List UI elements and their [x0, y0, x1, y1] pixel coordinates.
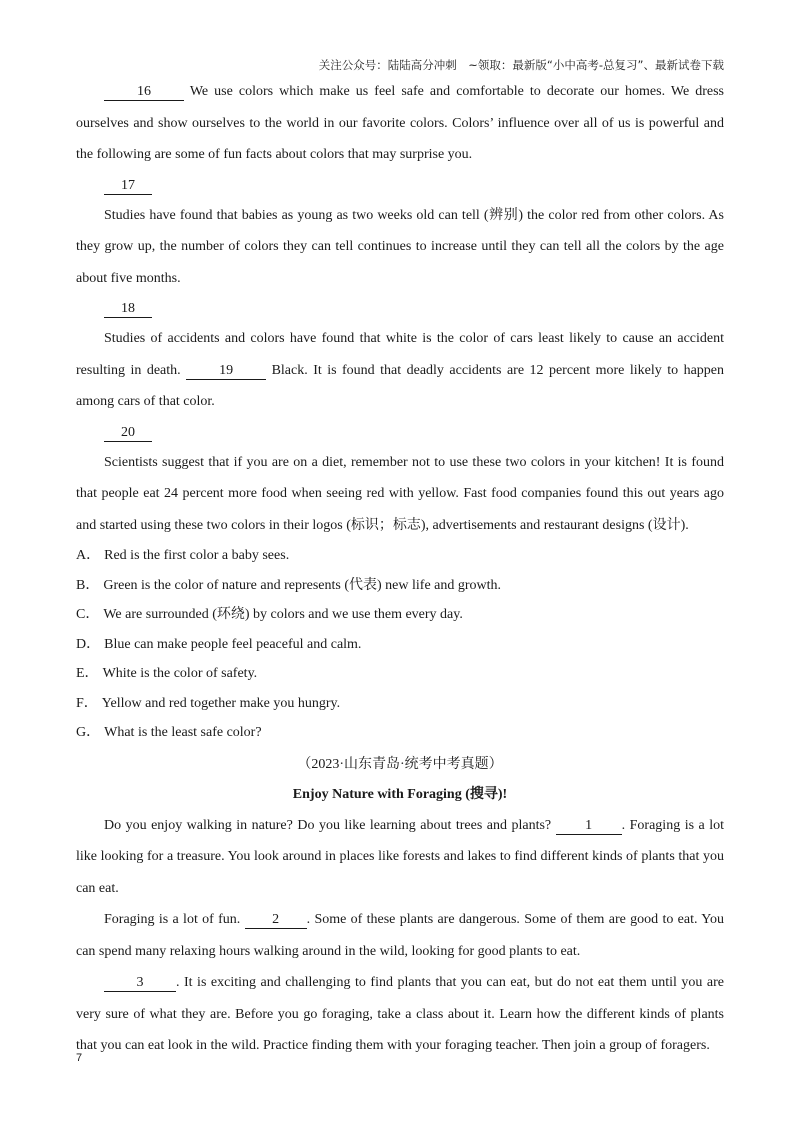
option-a — [76, 541, 724, 571]
answer-blank-17[interactable]: 17 — [104, 178, 152, 195]
option-text: Blue can make people feel peaceful and calm. — [104, 636, 362, 652]
paragraph-18-after: Black. It is found that deadly accidents are 12 percent more likely to happen among cars of that color. — [76, 362, 724, 409]
answer-blank-3[interactable]: 3 — [104, 975, 176, 992]
paragraph-1 — [76, 810, 724, 905]
paragraph-3-after: . It is exciting and challenging to find plants that you can eat, but do not eat them until you are very sure of what they are. Before you go foraging, take a class about it. Learn how the different kinds of plants that you can eat look in the wild. Practice finding them with your foraging teacher. Then join a group of foragers. — [76, 975, 724, 1053]
option-letter: D． — [76, 636, 101, 652]
option-text: What is the least safe color? — [104, 725, 262, 740]
option-g — [76, 718, 724, 748]
blank-line-20 — [76, 418, 724, 447]
answer-blank-16[interactable]: 16 — [104, 84, 184, 101]
paragraph-3 — [76, 967, 724, 1062]
option-text: We are surrounded (环绕) by colors and we use them every day. — [103, 607, 463, 622]
paragraph-18 — [76, 323, 724, 418]
answer-blank-19[interactable]: 19 — [186, 363, 266, 380]
answer-blank-20[interactable]: 20 — [104, 425, 152, 442]
option-text: White is the color of safety. — [102, 666, 258, 681]
option-text: Green is the color of nature and represents (代表) new life and growth. — [103, 577, 502, 593]
option-letter: C． — [76, 607, 100, 622]
answer-blank-18[interactable]: 18 — [104, 301, 152, 318]
paragraph-18-before: Studies of accidents and colors have found that white is the color of cars least likely to cause an accident resulting in death. — [76, 331, 724, 378]
paragraph-16 — [76, 76, 724, 171]
blank-line-18 — [76, 294, 724, 323]
paragraph-2 — [76, 904, 724, 967]
option-c — [76, 600, 724, 630]
page-header: 关注公众号：陆陆高分冲刺 ~领取：最新版“小中高考-总复习”、最新试卷下载 — [318, 58, 724, 72]
option-letter: G． — [76, 725, 101, 740]
option-letter: A． — [76, 548, 101, 563]
paragraph-1-after: . Foraging is a lot like looking for a treasure. You look around in places like forests and lakes to find different kinds of plants that you can eat. — [76, 817, 725, 896]
option-e — [76, 659, 724, 689]
paragraph-2-after: . Some of these plants are dangerous. Some of them are good to eat. You can spend many relaxing hours walking around in the wild, looking for good plants to eat. — [76, 912, 724, 959]
page-number: 7 — [76, 1052, 83, 1064]
paragraph-1-before: Do you enjoy walking in nature? Do you like learning about trees and plants? — [104, 817, 552, 833]
option-letter: E． — [76, 666, 99, 681]
option-d — [76, 630, 724, 660]
option-text: Red is the first color a baby sees. — [104, 548, 290, 563]
passage-title: Enjoy Nature with Foraging (搜寻)! — [292, 786, 508, 802]
paragraph-17: Studies have found that babies as young as two weeks old can tell (辨别) the color red from other colors. As they grow up, the number of colors they can tell continues to increase until they can tell all the colors by the age about five months. — [76, 207, 724, 286]
answer-blank-1[interactable]: 1 — [556, 818, 622, 835]
answer-blank-2[interactable]: 2 — [245, 912, 307, 929]
option-f — [76, 689, 724, 719]
option-letter: F． — [76, 695, 98, 711]
paragraph-20: Scientists suggest that if you are on a diet, remember not to use these two colors in your kitchen! It is found that people eat 24 percent more food when seeing red with yellow. Fast food companies found this out years ago and started using these two colors in their logos (标识；标志), advertisements and restaurant designs (设计). — [76, 454, 724, 533]
blank-line-17 — [76, 171, 724, 200]
exam-source: （2023·山东青岛·统考中考真题） — [297, 756, 503, 772]
options-list — [76, 541, 724, 748]
paragraph-16-text: We use colors which make us feel safe and comfortable to decorate our homes. We dress ourselves and show ourselves to the world in our favorite colors. Colors’ influence over all of us is powerful and the following are some of fun facts about colors that may surprise you. — [76, 84, 724, 162]
option-letter: B． — [76, 577, 100, 593]
option-text: Yellow and red together make you hungry. — [101, 695, 341, 711]
document-body — [76, 76, 724, 1062]
option-b — [76, 571, 724, 601]
paragraph-2-before: Foraging is a lot of fun. — [104, 912, 241, 927]
